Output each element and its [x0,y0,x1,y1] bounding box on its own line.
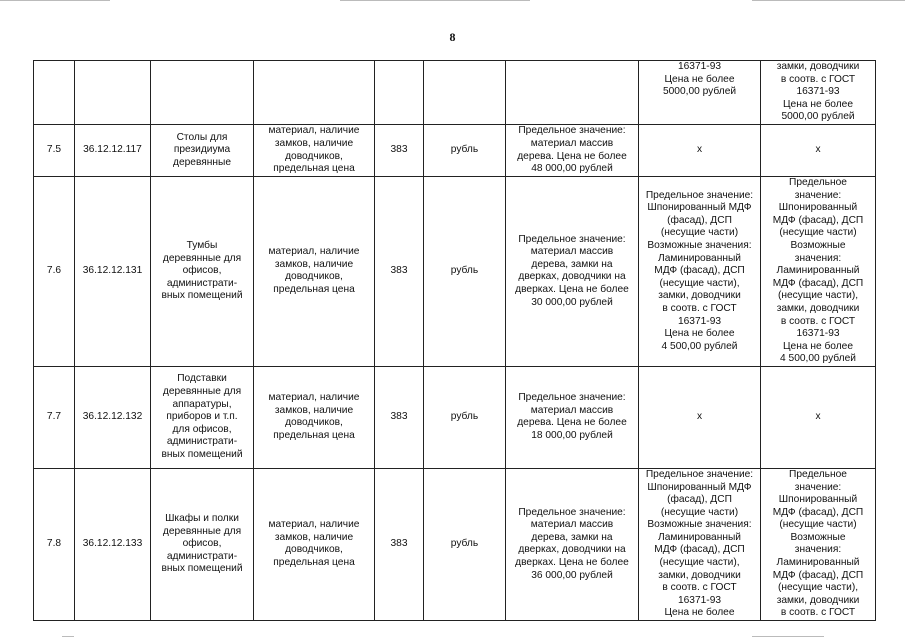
okpd-code-cell: 36.12.12.132 [75,366,151,468]
okpd-code-cell: 36.12.12.131 [75,177,151,367]
value-category-b-cell: x [761,125,876,177]
table-row [34,177,876,367]
item-name-cell: Подставки деревянные для аппаратуры, приборов и т.п. для офисов, администрати- вных помещений [151,366,254,468]
bottom-divider-right [752,636,824,637]
okpd-code-cell [75,61,151,125]
item-name-cell: Тумбы деревянные для офисов, администрати- вных помещений [151,177,254,367]
limit-value-cell: Предельное значение: материал массив дерева, замки на дверках, доводчики на дверках. Цена не более 36 000,00 рублей [506,468,639,620]
row-number-cell: 7.8 [34,468,75,620]
okei-code-cell: 383 [375,366,424,468]
unit-cell: рубль [424,125,506,177]
unit-cell: рубль [424,468,506,620]
value-category-a-cell: Предельное значение: Шпонированный МДФ (фасад), ДСП (несущие части) Возможные значения: Ламинированный МДФ (фасад), ДСП (несущие части), замки, доводчики в соотв. с ГОСТ 16371-93 Цена не более [639,468,761,620]
unit-cell: рубль [424,366,506,468]
row-number-cell [34,61,75,125]
item-name-cell: Столы для президиума деревянные [151,125,254,177]
item-name-cell: Шкафы и полки деревянные для офисов, администрати- вных помещений [151,468,254,620]
page-number: 8 [449,30,456,44]
value-category-b-cell: x [761,366,876,468]
value-category-a-cell: x [639,125,761,177]
value-category-a-cell: x [639,366,761,468]
bottom-divider-left [62,636,74,637]
characteristic-cell: материал, наличие замков, наличие доводчиков, предельная цена [254,468,375,620]
characteristic-cell: материал, наличие замков, наличие доводчиков, предельная цена [254,366,375,468]
okei-code-cell: 383 [375,125,424,177]
table-row [34,125,876,177]
value-category-a-cell: 16371-93 Цена не более 5000,00 рублей [639,61,761,125]
characteristic-cell: материал, наличие замков, наличие доводчиков, предельная цена [254,177,375,367]
row-number-cell: 7.7 [34,366,75,468]
limit-value-cell: Предельное значение: материал массив дерева. Цена не более 48 000,00 рублей [506,125,639,177]
value-category-b-cell: замки, доводчики в соотв. с ГОСТ 16371-93 Цена не более 5000,00 рублей [761,61,876,125]
limit-value-cell [506,61,639,125]
row-number-cell: 7.5 [34,125,75,177]
top-divider-left [0,0,110,1]
okei-code-cell: 383 [375,468,424,620]
okei-code-cell: 383 [375,177,424,367]
unit-cell: рубль [424,177,506,367]
characteristic-cell [254,61,375,125]
characteristic-cell: материал, наличие замков, наличие доводчиков, предельная цена [254,125,375,177]
item-name-cell [151,61,254,125]
okpd-code-cell: 36.12.12.117 [75,125,151,177]
table-row [34,468,876,620]
table-row [34,366,876,468]
okei-code-cell [375,61,424,125]
limit-value-cell: Предельное значение: материал массив дерева. Цена не более 18 000,00 рублей [506,366,639,468]
specification-table [33,60,876,621]
row-number-cell: 7.6 [34,177,75,367]
top-divider-right [752,0,905,1]
value-category-b-cell: Предельное значение: Шпонированный МДФ (фасад), ДСП (несущие части) Возможные значения: Ламинированный МДФ (фасад), ДСП (несущие части), замки, доводчики в соотв. с ГОСТ 16371-93 Цена не более 4 500,00 рублей [761,177,876,367]
unit-cell [424,61,506,125]
top-divider-center [340,0,530,1]
limit-value-cell: Предельное значение: материал массив дерева, замки на дверках, доводчики на дверках. Цена не более 30 000,00 рублей [506,177,639,367]
value-category-b-cell: Предельное значение: Шпонированный МДФ (фасад), ДСП (несущие части) Возможные значения: Ламинированный МДФ (фасад), ДСП (несущие части), замки, доводчики в соотв. с ГОСТ [761,468,876,620]
value-category-a-cell: Предельное значение: Шпонированный МДФ (фасад), ДСП (несущие части) Возможные значения: Ламинированный МДФ (фасад), ДСП (несущие части), замки, доводчики в соотв. с ГОСТ 16371-93 Цена не более 4 500,00 рублей [639,177,761,367]
table-row [34,61,876,125]
okpd-code-cell: 36.12.12.133 [75,468,151,620]
